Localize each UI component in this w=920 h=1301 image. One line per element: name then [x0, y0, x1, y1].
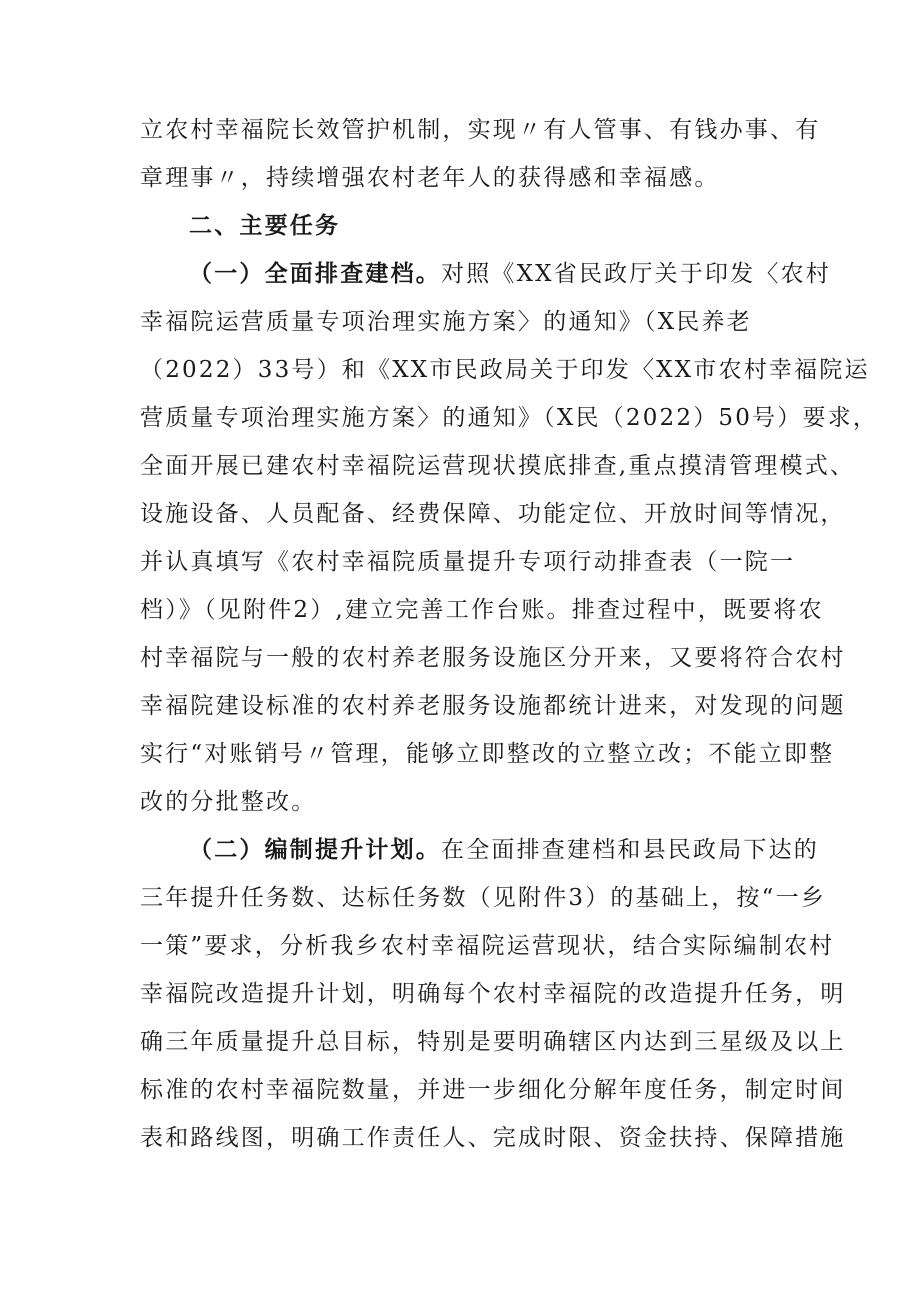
item1-line-9: 村幸福院与一般的农村养老服务设施区分开来，又要将符合农村 — [140, 645, 846, 671]
item1-line-4: 营质量专项治理实施方案〉的通知》（X民（2022）50号）要求， — [140, 405, 879, 431]
item2-line-4: 幸福院改造提升计划，明确每个农村幸福院的改造提升任务，明 — [140, 981, 846, 1007]
item1-line-3: （2022）33号）和《XX市民政局关于印发〈XX市农村幸福院运 — [140, 357, 870, 383]
item1-line-5: 全面开展已建农村幸福院运营现状摸底排查,重点摸清管理模式、 — [140, 453, 856, 479]
intro-line-1: 立农村幸福院长效管护机制，实现〃有人管事、有钱办事、有 — [140, 117, 821, 143]
item2-line-2: 三年提升任务数、达标任务数（见附件3）的基础上，按“一乡 — [140, 885, 826, 911]
item1-first-line — [189, 254, 831, 294]
item1-line-6: 设施设备、人员配备、经费保障、功能定位、开放时间等情况， — [140, 501, 846, 527]
item2-first-line-text: 在全面排查建档和县民政局下达的 — [441, 837, 819, 863]
item2-line-7: 表和路线图，明确工作责任人、完成时限、资金扶持、保障措施 — [140, 1125, 846, 1151]
item1-lead: （一）全面排查建档。 — [189, 260, 441, 287]
item2-line-5: 确三年质量提升总目标，特别是要明确辖区内达到三星级及以上 — [140, 1029, 846, 1055]
item1-line-8: 档）》（见附件2）,建立完善工作台账。排查过程中，既要将农 — [140, 597, 824, 623]
item2-first-line — [189, 830, 819, 870]
section-heading: 二、主要任务 — [189, 212, 341, 239]
item1-line-7: 并认真填写《农村幸福院质量提升专项行动排查表（一院一 — [140, 549, 796, 575]
item1-first-line-text: 对照《XX省民政厅关于印发〈农村 — [441, 261, 831, 287]
item2-line-3: 一策”要求，分析我乡农村幸福院运营现状，结合实际编制农村 — [140, 933, 835, 959]
item1-line-10: 幸福院建设标准的农村养老服务设施都统计进来，对发现的问题 — [140, 693, 846, 719]
item1-line-11: 实行“对账销号〃管理，能够立即整改的立整立改；不能立即整 — [140, 741, 835, 767]
item2-line-6: 标准的农村幸福院数量，并进一步细化分解年度任务，制定时间 — [140, 1077, 846, 1103]
item2-lead: （二）编制提升计划。 — [189, 836, 441, 863]
item1-line-2: 幸福院运营质量专项治理实施方案〉的通知》（X民养老 — [140, 309, 752, 335]
item1-line-12: 改的分批整改。 — [140, 789, 317, 815]
intro-line-2: 章理事〃，持续增强农村老年人的获得感和幸福感。 — [140, 165, 720, 191]
